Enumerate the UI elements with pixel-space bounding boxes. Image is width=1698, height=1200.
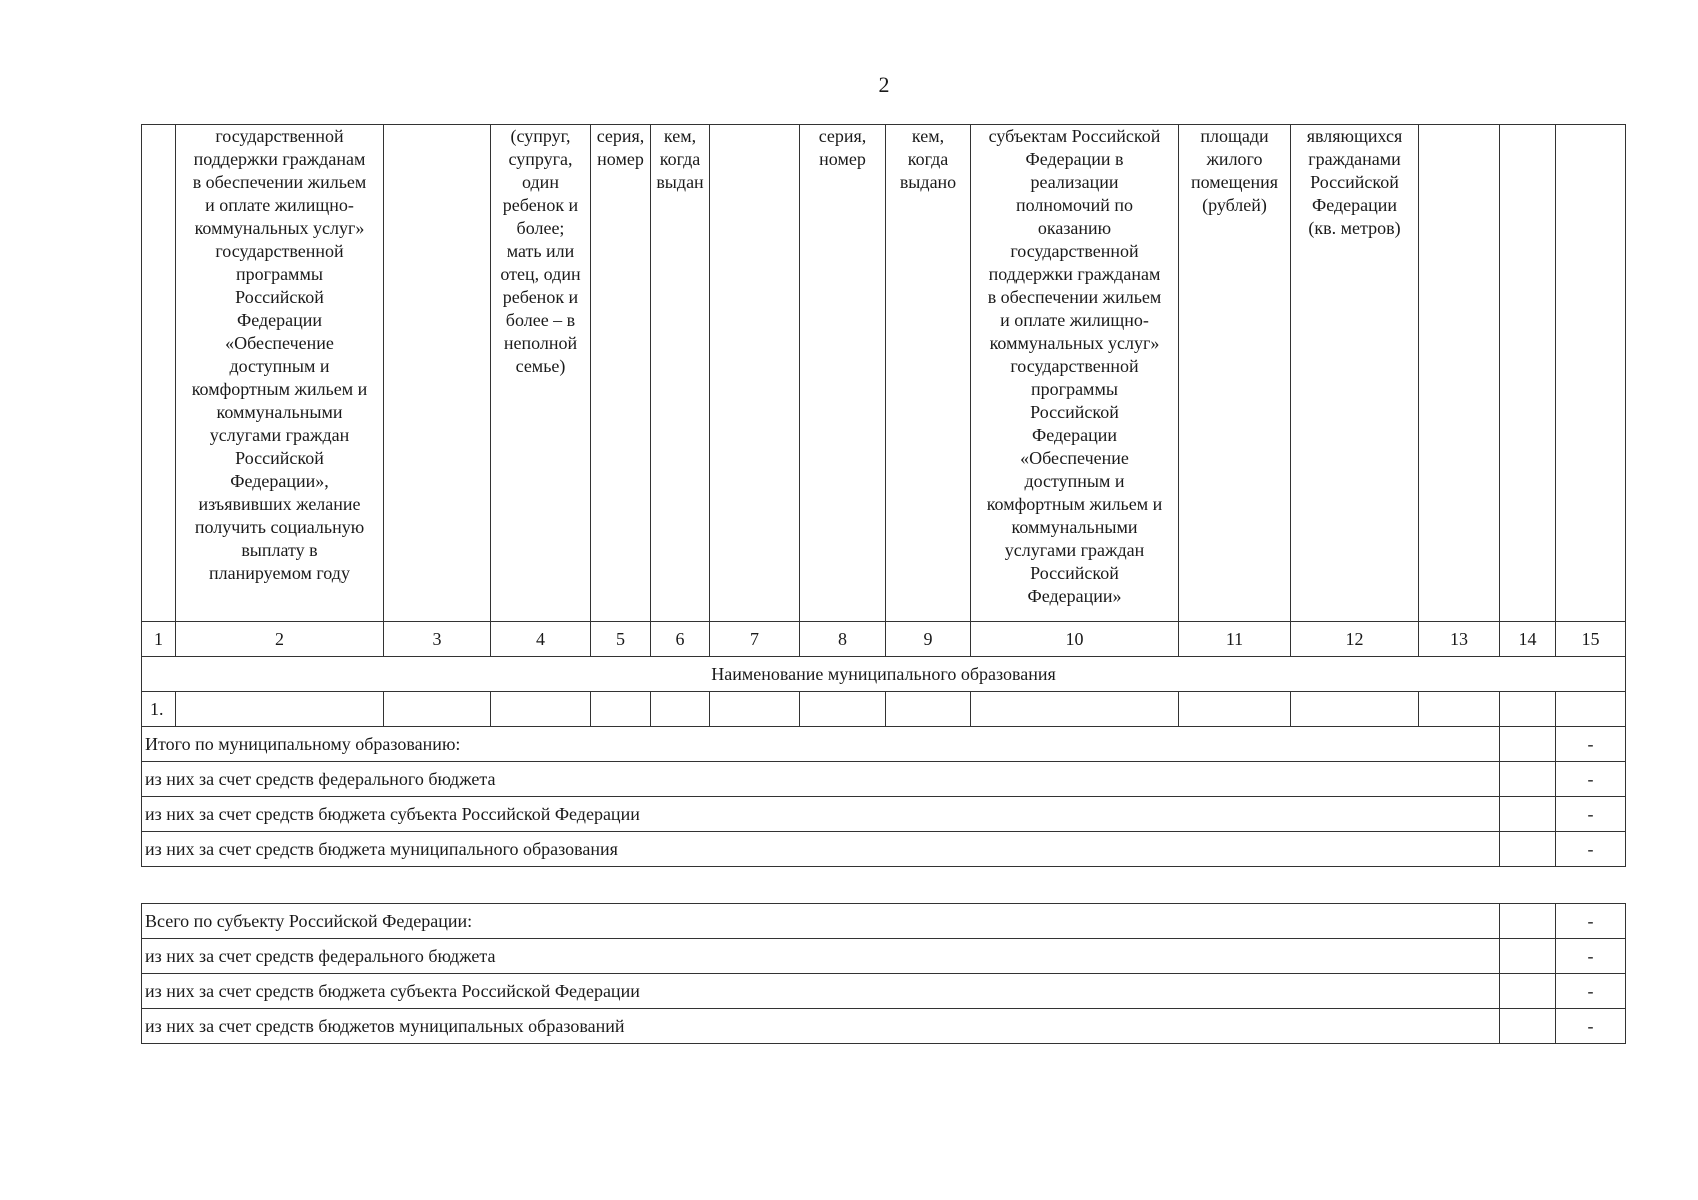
data-cell xyxy=(971,692,1179,727)
data-cell xyxy=(1556,692,1626,727)
total-label: из них за счет средств бюджетов муниципальных образований xyxy=(142,1009,1500,1044)
municipality-name-label: Наименование муниципального образования xyxy=(142,657,1626,692)
column-number: 6 xyxy=(651,622,710,657)
total-label: из них за счет средств федерального бюджета xyxy=(142,762,1500,797)
municipality-row xyxy=(142,657,1626,692)
municipal-total-row xyxy=(142,797,1626,832)
total-value: - xyxy=(1556,904,1626,939)
total-label: из них за счет средств бюджета субъекта Российской Федерации xyxy=(142,974,1500,1009)
municipal-total-row xyxy=(142,727,1626,762)
total-value: - xyxy=(1556,1009,1626,1044)
total-cell-14 xyxy=(1500,974,1556,1009)
data-cell xyxy=(591,692,651,727)
header-cell-10: субъектам Российской Федерации в реализации полномочий по оказанию государственной поддержки гражданам в обеспечении жильем и оплате жилищно- коммунальных услуг» государственной программы Российской Федерации «Обеспечение доступным и комфортным жильем и коммунальными услугами граждан Российской Федерации» xyxy=(971,125,1179,622)
header-cell-7 xyxy=(710,125,800,622)
total-label: Всего по субъекту Российской Федерации: xyxy=(142,904,1500,939)
header-cell-14 xyxy=(1500,125,1556,622)
total-label: из них за счет средств бюджета субъекта Российской Федерации xyxy=(142,797,1500,832)
municipal-total-row xyxy=(142,762,1626,797)
total-label: из них за счет средств бюджета муниципального образования xyxy=(142,832,1500,867)
header-cell-9: кем, когда выдано xyxy=(886,125,971,622)
column-number: 14 xyxy=(1500,622,1556,657)
total-cell-14 xyxy=(1500,832,1556,867)
total-cell-14 xyxy=(1500,904,1556,939)
municipal-total-row xyxy=(142,832,1626,867)
column-number: 15 xyxy=(1556,622,1626,657)
header-cell-3 xyxy=(384,125,491,622)
subject-total-row xyxy=(142,939,1626,974)
data-cell xyxy=(886,692,971,727)
table-row xyxy=(142,692,1626,727)
column-number: 8 xyxy=(800,622,886,657)
column-number: 3 xyxy=(384,622,491,657)
data-cell xyxy=(651,692,710,727)
column-number-row xyxy=(142,622,1626,657)
total-value: - xyxy=(1556,762,1626,797)
data-cell xyxy=(1179,692,1291,727)
column-number: 13 xyxy=(1419,622,1500,657)
total-cell-14 xyxy=(1500,939,1556,974)
total-cell-14 xyxy=(1500,1009,1556,1044)
data-cell xyxy=(1291,692,1419,727)
header-cell-4: (супруг, супруга, один ребенок и более; мать или отец, один ребенок и более – в неполной семье) xyxy=(491,125,591,622)
header-cell-6: кем, когда выдан xyxy=(651,125,710,622)
header-cell-15 xyxy=(1556,125,1626,622)
total-value: - xyxy=(1556,939,1626,974)
data-cell xyxy=(176,692,384,727)
row-number: 1. xyxy=(142,692,176,727)
total-label: Итого по муниципальному образованию: xyxy=(142,727,1500,762)
total-cell-14 xyxy=(1500,797,1556,832)
header-cell-5: серия, номер xyxy=(591,125,651,622)
total-value: - xyxy=(1556,974,1626,1009)
header-row xyxy=(142,125,1626,622)
column-number: 2 xyxy=(176,622,384,657)
total-value: - xyxy=(1556,832,1626,867)
header-cell-2: государственной поддержки гражданам в обеспечении жильем и оплате жилищно- коммунальных услуг» государственной программы Российской Федерации «Обеспечение доступным и комфортным жильем и коммунальными услугами граждан Российской Федерации», изъявивших желание получить социальную выплату в планируемом году xyxy=(176,125,384,622)
data-cell xyxy=(1419,692,1500,727)
column-number: 4 xyxy=(491,622,591,657)
data-cell xyxy=(800,692,886,727)
subject-totals-table xyxy=(141,903,1626,1044)
column-number: 5 xyxy=(591,622,651,657)
header-cell-8: серия, номер xyxy=(800,125,886,622)
total-cell-14 xyxy=(1500,762,1556,797)
subject-total-row xyxy=(142,974,1626,1009)
column-number: 12 xyxy=(1291,622,1419,657)
column-number: 1 xyxy=(142,622,176,657)
total-value: - xyxy=(1556,797,1626,832)
page-number: 2 xyxy=(878,72,890,97)
column-number: 9 xyxy=(886,622,971,657)
column-number: 10 xyxy=(971,622,1179,657)
header-cell-12: являющихся гражданами Российской Федерации (кв. метров) xyxy=(1291,125,1419,622)
data-cell xyxy=(1500,692,1556,727)
main-table xyxy=(141,124,1626,867)
data-cell xyxy=(710,692,800,727)
column-number: 7 xyxy=(710,622,800,657)
column-number: 11 xyxy=(1179,622,1291,657)
total-cell-14 xyxy=(1500,727,1556,762)
subject-total-row xyxy=(142,1009,1626,1044)
total-value: - xyxy=(1556,727,1626,762)
data-cell xyxy=(384,692,491,727)
total-label: из них за счет средств федерального бюджета xyxy=(142,939,1500,974)
data-cell xyxy=(491,692,591,727)
header-cell-11: площади жилого помещения (рублей) xyxy=(1179,125,1291,622)
subject-total-row xyxy=(142,904,1626,939)
header-cell-13 xyxy=(1419,125,1500,622)
header-cell-1 xyxy=(142,125,176,622)
